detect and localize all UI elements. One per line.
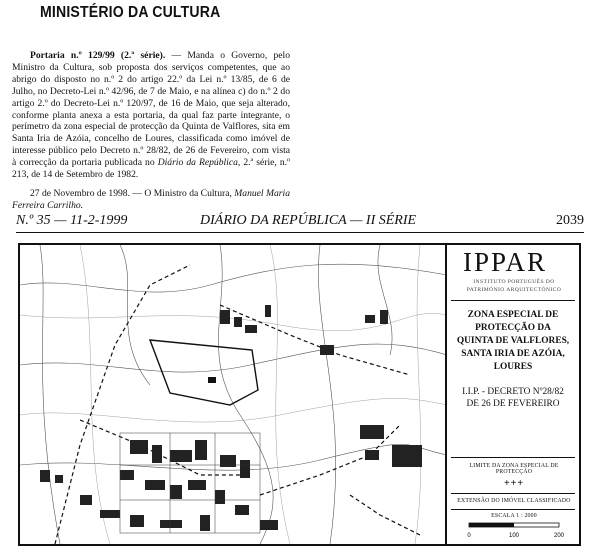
portaria-body bbox=[12, 50, 290, 212]
zone-title bbox=[449, 309, 577, 374]
issue-number: N.º 35 — 11-2-1999 bbox=[16, 213, 128, 228]
zone-limit-symbol: +++ bbox=[503, 478, 525, 489]
scale-tick: 100 bbox=[508, 533, 520, 539]
zone-line: ZONA ESPECIAL DE bbox=[467, 310, 559, 320]
decree-line: I.I.P. - DECRETO Nº28/82 bbox=[462, 387, 564, 397]
portaria-heading: Portaria n.º 129/99 (2.ª série). bbox=[30, 50, 166, 61]
legend-divider bbox=[451, 509, 575, 510]
zone-line: LOURES bbox=[493, 362, 533, 372]
zone-line: QUINTA DE VALFLORES, bbox=[456, 336, 570, 346]
legend-divider bbox=[451, 300, 575, 301]
ippar-subtitle-2: PATRIMÓNIO ARQUITECTÓNICO bbox=[466, 287, 562, 293]
page-number: 2039 bbox=[556, 213, 584, 228]
scale-tick: 200 bbox=[553, 533, 565, 539]
ministry-title: MINISTÉRIO DA CULTURA bbox=[40, 4, 221, 21]
signature-paragraph bbox=[12, 188, 290, 212]
ippar-subtitle-1: INSTITUTO PORTUGUÊS DO bbox=[473, 279, 555, 285]
header-rule bbox=[16, 232, 584, 233]
zone-map bbox=[18, 243, 581, 546]
journal-title: DIÁRIO DA REPÚBLICA — II SÉRIE bbox=[200, 213, 417, 228]
decree-info bbox=[449, 386, 577, 410]
scale-label: ESCALA 1 : 2000 bbox=[491, 513, 537, 519]
legend-classified: EXTENSÃO DO IMÓVEL CLASSIFICADO bbox=[457, 498, 571, 504]
scale-tick: 0 bbox=[467, 533, 471, 539]
zone-boundary bbox=[55, 265, 420, 544]
scale-bar bbox=[447, 520, 581, 544]
portaria-text: — Manda o Governo, pelo Ministro da Cultura, sob proposta dos serviços competentes, que ao abrigo do disposto no n.º 2 do artigo 22.º da Lei n.º 13/85, de 6 de Julho, no Decreto-Lei n.º 42/96, de 7 de Maio, e na alínea c) do n.º 2 do artigo 2.º do Decreto-Lei n.º 120/97, de 16 de Maio, que seja alterado, conforme planta anexa a esta portaria, da qual faz parte integrante, o perímetro da zona especial de protecção da Quinta de Valflores, sita em Santa Iria de Azóia, concelho de Loures, classificada como imóvel de interesse público pelo Decreto n.º 28/82, de 26 de Fevereiro, com vista à correcção da portaria publicada no bbox=[12, 50, 290, 169]
zone-line: PROTECÇÃO DA bbox=[475, 323, 551, 333]
legend-divider bbox=[451, 493, 575, 494]
date-line: 27 de Novembro de 1998. — O Ministro da Cultura, bbox=[30, 187, 235, 199]
portaria-paragraph bbox=[12, 50, 290, 181]
legend-zone-limit: LIMITE DA ZONA ESPECIAL DE PROTECÇÃO bbox=[469, 463, 559, 475]
ippar-logo: IPPAR bbox=[463, 247, 548, 277]
decree-line: DE 26 DE FEVEREIRO bbox=[466, 399, 560, 409]
map-legend bbox=[445, 245, 579, 544]
map-drawing bbox=[20, 245, 447, 544]
publication-name: Diário da República bbox=[157, 157, 238, 169]
signatory: Manuel Maria Ferreira Carrilho. bbox=[12, 187, 290, 211]
classified-property-outline bbox=[150, 340, 258, 405]
portaria-text-end: , 2.ª série, n.º 213, de 14 de Setembro de 1982. bbox=[12, 157, 290, 181]
zone-line: SANTA IRIA DE AZÓIA, bbox=[461, 349, 565, 359]
legend-divider bbox=[451, 457, 575, 458]
